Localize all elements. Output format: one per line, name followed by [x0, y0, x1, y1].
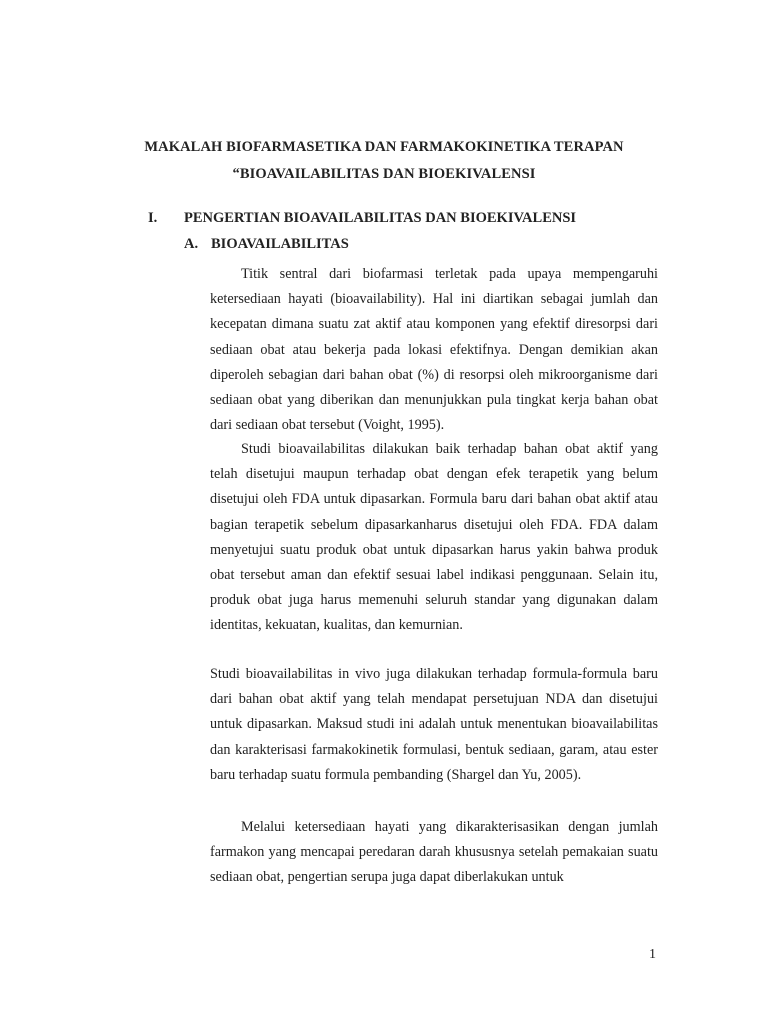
subsection-title: BIOAVAILABILITAS [211, 236, 349, 252]
body-paragraph: Studi bioavailabilitas in vivo juga dilakukan terhadap formula-formula baru dari bahan obat aktif yang telah mendapat persetujuan NDA dan disetujui untuk dipasarkan. Maksud studi ini adalah untuk menentukan bioavailabilitas dan karakterisasi farmakokinetik formulasi, bentuk sediaan, garam, atau ester baru terhadap suatu formula pembanding (Shargel dan Yu, 2005). [210, 666, 658, 783]
title-line-1: MAKALAH BIOFARMASETIKA DAN FARMAKOKINETIKA TERAPAN [144, 139, 624, 155]
page-number: 1 [649, 947, 656, 962]
section-title: PENGERTIAN BIOAVAILABILITAS DAN BIOEKIVALENSI [184, 210, 577, 226]
body-paragraph: Melalui ketersediaan hayati yang dikarakterisasikan dengan jumlah farmakon yang mencapai peredaran darah khususnya setelah pemakaian suatu sediaan obat, pengertian serupa juga dapat diberlakukan untuk [210, 819, 658, 886]
body-paragraph: Studi bioavailabilitas dilakukan baik terhadap bahan obat aktif yang telah disetujui maupun terhadap obat dengan efek terapetik yang belum disetujui oleh FDA untuk dipasarkan. Formula baru dari bahan obat aktif atau bagian terapetik sebelum dipasarkanharus disetujui oleh FDA. FDA dalam menyetujui suatu produk obat untuk dipasarkan harus yakin bahwa produk obat tersebut aman dan efektif sesuai label indikasi penggunaan. Selain itu, produk obat juga harus memenuhi seluruh standar yang digunakan dalam identitas, kekuatan, kualitas, dan kemurnian. [210, 441, 658, 634]
title-line-2: “BIOAVAILABILITAS DAN BIOEKIVALENSI [232, 166, 536, 182]
document-title [120, 134, 648, 188]
subsection-number: A. [184, 236, 199, 252]
body-paragraph: Titik sentral dari biofarmasi terletak pada upaya mempengaruhi ketersediaan hayati (bioavailability). Hal ini diartikan sebagai jumlah dan kecepatan dimana suatu zat aktif atau komponen yang efektif diresorpsi dari sediaan obat atau bekerja pada lokasi efektifnya. Dengan demikian akan diperoleh sebagian dari bahan obat (%) di resorpsi oleh mikroorganisme dari sediaan obat yang diberikan dan menunjukkan pula tingkat kerja bahan obat dari sediaan obat tersebut (Voight, 1995). [210, 266, 658, 434]
section-number: I. [148, 210, 158, 226]
